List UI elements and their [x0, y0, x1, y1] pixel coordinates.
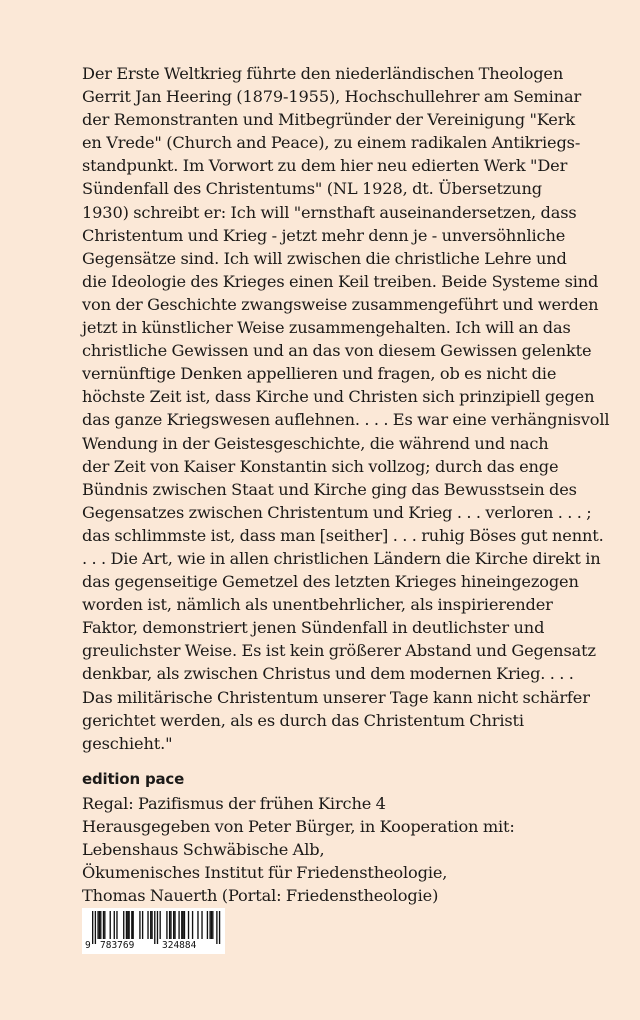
barcode-bar	[178, 911, 179, 939]
imprint-line: Thomas Nauerth (Portal: Friedenstheologie)	[82, 886, 439, 906]
barcode-bar	[97, 911, 98, 939]
barcode-bar	[201, 911, 202, 939]
barcode-bar	[103, 911, 104, 939]
blurb-line: Der Erste Weltkrieg führte den niederländischen Theologen	[82, 64, 564, 83]
barcode-bar	[150, 911, 151, 939]
blurb-line: Gegensätze sind. Ich will zwischen die christliche Lehre und	[82, 248, 567, 268]
barcode-bar	[188, 911, 189, 939]
barcode-bar	[173, 911, 174, 939]
barcode-bar	[151, 911, 152, 939]
barcode-bar	[160, 911, 161, 939]
series-name: edition pace	[82, 770, 185, 788]
barcode-bar	[192, 911, 193, 939]
blurb-line: greulichster Weise. Es ist kein größerer Abstand und Gegensatz	[82, 641, 596, 661]
isbn-barcode	[82, 908, 225, 954]
blurb-line: jetzt in künstlicher Weise zusammengehalten. Ich will an das	[82, 318, 571, 338]
barcode-bar	[99, 911, 100, 939]
blurb-line: Das militärische Christentum unserer Tage kann nicht schärfer	[82, 687, 590, 707]
barcode-bar	[133, 911, 134, 939]
barcode-bar	[174, 911, 175, 939]
barcode-digit-group: 9	[85, 940, 91, 951]
barcode-bar	[100, 911, 101, 939]
barcode-bar	[169, 911, 170, 939]
barcode-bar	[114, 911, 115, 939]
barcode-bar	[127, 911, 128, 939]
barcode-bar	[142, 911, 143, 939]
blurb-line: en Vrede" (Church and Peace), zu einem radikalen Antikriegs-	[82, 133, 581, 153]
blurb-line: der Remonstranten und Mitbegründer der Vereinigung "Kerk	[82, 110, 575, 130]
imprint-line: Lebenshaus Schwäbische Alb,	[82, 840, 325, 860]
blurb-line: standpunkt. Im Vorwort zu dem hier neu edierten Werk "Der	[82, 156, 568, 176]
barcode-digit-group: 783769	[100, 940, 135, 951]
barcode-bar	[116, 911, 117, 939]
blurb-line: denkbar, als zwischen Christus und dem modernen Krieg. . . .	[82, 664, 574, 684]
barcode-bar	[182, 911, 183, 939]
blurb-line: das gegenseitige Gemetzel des letzten Krieges hineingezogen	[82, 572, 579, 592]
barcode-bar	[207, 911, 208, 939]
back-cover-blurb	[82, 62, 610, 755]
blurb-line: das ganze Kriegswesen auflehnen. . . . Es war eine verhängnisvoll	[82, 410, 610, 430]
barcode-bar	[197, 911, 198, 939]
imprint-line: Regal: Pazifismus der frühen Kirche 4	[82, 794, 386, 813]
blurb-line: der Zeit von Kaiser Konstantin sich vollzog; durch das enge	[82, 456, 559, 476]
blurb-line: Bündnis zwischen Staat und Kirche ging das Bewusstsein des	[82, 479, 577, 499]
barcode-bar	[104, 911, 105, 939]
blurb-line: Faktor, demonstriert jenen Sündenfall in deutlichster und	[82, 618, 545, 638]
barcode-bar	[139, 911, 140, 939]
barcode-bar	[212, 911, 213, 939]
barcode-bar	[126, 911, 127, 939]
barcode-bar	[128, 911, 129, 939]
blurb-line: Gerrit Jan Heering (1879-1955), Hochschullehrer am Seminar	[82, 87, 582, 107]
imprint-line: Herausgegeben von Peter Bürger, in Kooperation mit:	[82, 817, 515, 837]
blurb-line: von der Geschichte zwangsweise zusammengeführt und werden	[82, 294, 599, 314]
barcode-bar	[131, 911, 132, 939]
barcode-bar	[184, 911, 185, 939]
blurb-line: Wendung in der Geistesgeschichte, die während und nach	[82, 433, 549, 453]
blurb-line: gerichtet werden, als es durch das Christentum Christi	[82, 710, 524, 730]
blurb-line: . . . Die Art, wie in allen christlichen Ländern die Kirche direkt in	[82, 548, 601, 568]
barcode-bar	[110, 911, 111, 939]
barcode-bar	[209, 911, 210, 939]
blurb-line: Gegensatzes zwischen Christentum und Krieg . . . verloren . . . ;	[82, 502, 592, 522]
blurb-line: geschieht."	[82, 733, 173, 753]
barcode-bar	[211, 911, 212, 939]
blurb-line: Sündenfall des Christentums" (NL 1928, dt. Übersetzung	[82, 179, 542, 199]
barcode-bar	[123, 911, 124, 939]
imprint-block	[82, 768, 562, 907]
barcode-digits	[82, 939, 225, 953]
barcode-bar	[166, 911, 167, 939]
blurb-line: höchste Zeit ist, dass Kirche und Christen sich prinzipiell gegen	[82, 387, 595, 407]
blurb-line: die Ideologie des Krieges einen Keil treiben. Beide Systeme sind	[82, 271, 599, 291]
blurb-line: das schlimmste ist, dass man [seither] . . . ruhig Böses gut nennt.	[82, 525, 604, 545]
barcode-bar	[147, 911, 148, 939]
blurb-line: Christentum und Krieg - jetzt mehr denn je - unversöhnliche	[82, 225, 566, 245]
barcode-bar	[170, 911, 171, 939]
barcode-bar	[181, 911, 182, 939]
blurb-line: worden ist, nämlich als unentbehrlicher, als inspirierender	[82, 595, 553, 615]
blurb-line: christliche Gewissen und an das von diesem Gewissen gelenkte	[82, 341, 592, 361]
blurb-line: 1930) schreibt er: Ich will "ernsthaft auseinandersetzen, dass	[82, 202, 577, 222]
imprint-line: Ökumenisches Institut für Friedenstheologie,	[82, 863, 448, 883]
blurb-line: vernünftige Denken appellieren und fragen, ob es nicht die	[82, 364, 557, 384]
barcode-digit-group: 324884	[162, 940, 197, 951]
